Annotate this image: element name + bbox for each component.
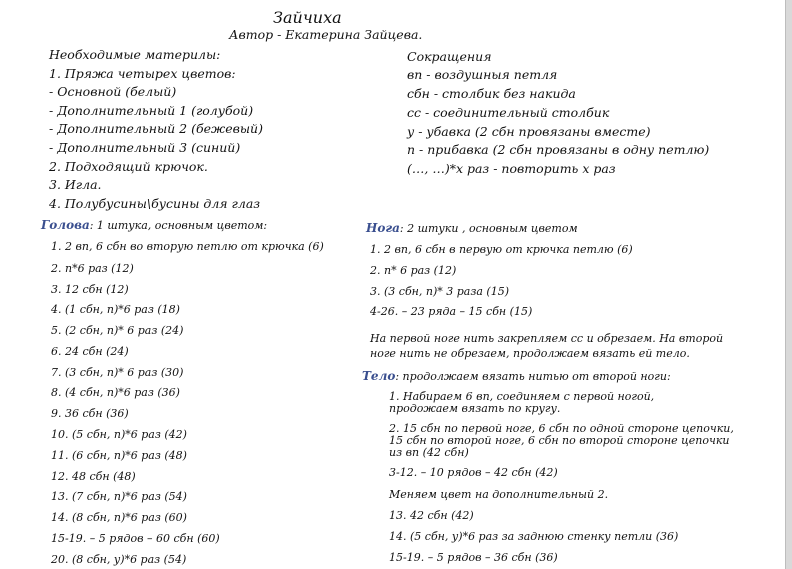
- head-row: 12. 48 сбн (48): [51, 470, 136, 483]
- leg-row: 3. (3 сбн, п)* 3 раза (15): [370, 285, 509, 298]
- head-row: 15-19. – 5 рядов – 60 сбн (60): [51, 532, 220, 545]
- abbreviation-item: сбн - столбик без накида: [407, 86, 576, 101]
- body-row: 3-12. – 10 рядов – 42 сбн (42): [389, 466, 558, 479]
- body-row-line: 2. 15 сбн по первой ноге, 6 сбн по одной стороне цепочки,: [389, 422, 734, 435]
- head-intro: : 1 штука, основным цветом:: [89, 219, 268, 232]
- materials-item: - Основной (белый): [49, 84, 177, 99]
- materials-item: - Дополнительный 1 (голубой): [49, 103, 254, 118]
- body-intro: : продолжаем вязать нитью от второй ноги:: [395, 370, 671, 383]
- leg-section-heading: [366, 222, 578, 235]
- head-row: 4. (1 сбн, п)*6 раз (18): [51, 303, 180, 316]
- scrollbar-edge[interactable]: [785, 0, 792, 569]
- head-row: 5. (2 сбн, п)* 6 раз (24): [51, 324, 184, 337]
- body-section-heading: [362, 370, 671, 383]
- abbreviation-item: п - прибавка (2 сбн провязаны в одну петлю): [407, 142, 710, 157]
- head-row: 13. (7 сбн, п)*6 раз (54): [51, 490, 187, 503]
- leg-row: 4-26. – 23 ряда – 15 сбн (15): [370, 305, 533, 318]
- body-row: 13. 42 сбн (42): [389, 509, 474, 522]
- materials-item: 3. Игла.: [49, 177, 102, 192]
- head-row: 2. п*6 раз (12): [51, 262, 134, 275]
- leg-label: Нога: [366, 221, 400, 235]
- head-row: 8. (4 сбн, п)*6 раз (36): [51, 386, 180, 399]
- materials-item: 2. Подходящий крючок.: [49, 159, 208, 174]
- head-row: 6. 24 сбн (24): [51, 345, 129, 358]
- head-row: 10. (5 сбн, п)*6 раз (42): [51, 428, 187, 441]
- leg-intro: : 2 штуки , основным цветом: [399, 222, 578, 235]
- author-line: Автор - Екатерина Зайцева.: [229, 27, 423, 42]
- abbreviations-heading: Сокращения: [407, 49, 492, 64]
- document-title: Зайчиха: [273, 8, 342, 27]
- materials-heading: Необходимые материлы:: [49, 47, 221, 62]
- leg-note-line: ноге нить не обрезаем, продолжаем вязать ей тело.: [370, 347, 690, 360]
- body-color-change: Меняем цвет на дополнительный 2.: [389, 488, 609, 501]
- leg-row: 2. п* 6 раз (12): [370, 264, 457, 277]
- body-label: Тело: [362, 369, 396, 383]
- body-row-line: 15 сбн по второй ноге, 6 сбн по второй стороне цепочки: [389, 434, 730, 447]
- leg-note-line: На первой ноге нить закрепляем сс и обрезаем. На второй: [370, 332, 724, 345]
- materials-item: 4. Полубусины\бусины для глаз: [49, 196, 261, 211]
- body-row: 15-19. – 5 рядов – 36 сбн (36): [389, 551, 558, 564]
- body-row-line: из вп (42 сбн): [389, 446, 469, 459]
- abbreviation-item: сс - соединительный столбик: [407, 105, 610, 120]
- abbreviation-item: вп - воздушныя петля: [407, 67, 558, 82]
- head-section-heading: [41, 219, 267, 232]
- body-row-line: 1. Набираем 6 вп, соединяем с первой ногой,: [389, 390, 655, 403]
- materials-item: 1. Пряжа четырех цветов:: [49, 66, 236, 81]
- materials-item: - Дополнительный 3 (синий): [49, 140, 241, 155]
- abbreviation-item: (…, …)*х раз - повторить х раз: [407, 161, 616, 176]
- head-row: 1. 2 вп, 6 сбн во вторую петлю от крючка (6): [51, 240, 324, 253]
- materials-item: - Дополнительный 2 (бежевый): [49, 121, 263, 136]
- abbreviation-item: у - убавка (2 сбн провязаны вместе): [407, 124, 651, 139]
- head-row: 11. (6 сбн, п)*6 раз (48): [51, 449, 187, 462]
- body-row: 14. (5 сбн, у)*6 раз за заднюю стенку петли (36): [389, 530, 679, 543]
- head-label: Голова: [41, 218, 90, 232]
- head-row: 7. (3 сбн, п)* 6 раз (30): [51, 366, 184, 379]
- leg-row: 1. 2 вп, 6 сбн в первую от крючка петлю (6): [370, 243, 633, 256]
- body-row-line: продожаем вязать по кругу.: [389, 402, 561, 415]
- head-row: 3. 12 сбн (12): [51, 283, 129, 296]
- head-row: 9. 36 сбн (36): [51, 407, 129, 420]
- head-row: 14. (8 сбн, п)*6 раз (60): [51, 511, 187, 524]
- head-row: 20. (8 сбн, у)*6 раз (54): [51, 553, 187, 566]
